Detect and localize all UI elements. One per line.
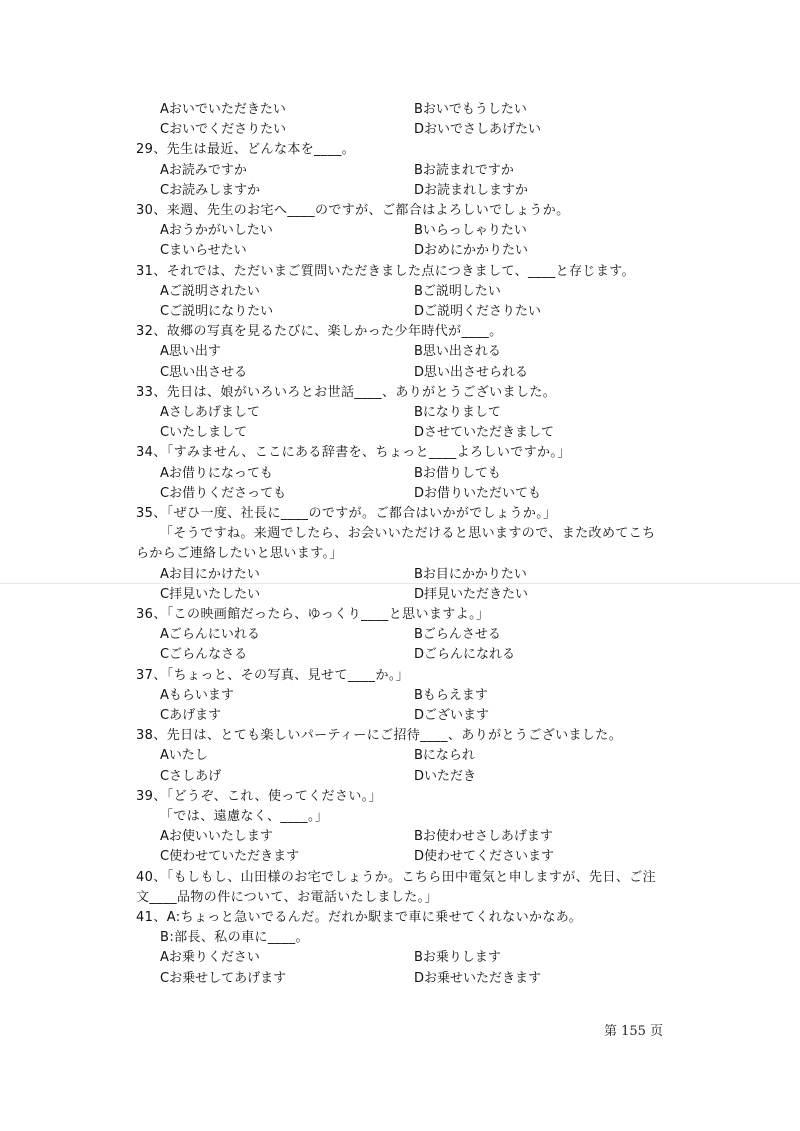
question-stem: 34、「すみません、ここにある辞書を、ちょっと____よろしいですか。」 xyxy=(136,445,571,460)
question-stem: 41、A:ちょっと急いでるんだ。だれか駅まで車に乗せてくれないかなあ。 xyxy=(136,910,583,925)
option-left: Aおいでいただきたい xyxy=(160,102,286,117)
question-continuation: 「そうですね。来週でしたら、お会いいただけると思いますので、また改めてこち xyxy=(160,526,656,541)
question-stem: 31、それでは、ただいまご質問いただきました点につきまして、____と存じます。 xyxy=(136,264,635,279)
option-right: Bもらえます xyxy=(414,688,488,703)
question-stem: 29、先生は最近、どんな本を____。 xyxy=(136,142,356,157)
question-stem: 37、「ちょっと、その写真、見せて____か。」 xyxy=(136,668,410,683)
question-stem: 38、先日は、とても楽しいパーティーにご招待____、ありがとうございました。 xyxy=(136,728,623,743)
option-left: Aもらいます xyxy=(160,688,234,703)
option-right: D使わせてくださいます xyxy=(414,849,555,864)
option-left: Aお乗りください xyxy=(160,950,260,965)
option-left: Aお使いいたします xyxy=(160,829,273,844)
option-right: Dおいでさしあげたい xyxy=(414,122,542,137)
question-stem: 39、「どうぞ、これ、使ってください。」 xyxy=(136,789,383,804)
option-right: D思い出させられる xyxy=(414,365,529,380)
question-stem: 36、「この映画館だったら、ゆっくり____と思いますよ。」 xyxy=(136,607,490,622)
option-right: Dおめにかかりたい xyxy=(414,243,529,258)
option-left: C拝見いたしたい xyxy=(160,587,261,602)
option-right: Dさせていただきまして xyxy=(414,425,555,440)
option-left: Cおいでくださりたい xyxy=(160,122,287,137)
option-right: Bご説明したい xyxy=(414,284,501,299)
option-right: Dございます xyxy=(414,708,490,723)
option-right: Dごらんになれる xyxy=(414,647,516,662)
option-right: Dお借りいただいても xyxy=(414,486,542,501)
option-right: Dお読まれしますか xyxy=(414,183,529,198)
option-left: Cさしあげ xyxy=(160,769,222,784)
option-right: Bになられ xyxy=(414,748,475,763)
question-continuation: B:部長、私の車に____。 xyxy=(160,930,309,945)
option-right: Bお借りしても xyxy=(414,466,501,481)
question-stem: 33、先日は、娘がいろいろとお世話____、ありがとうございました。 xyxy=(136,385,557,400)
question-continuation: 「では、遠慮なく、____。」 xyxy=(160,809,329,824)
option-right: Bおいでもうしたい xyxy=(414,102,527,117)
fold-line xyxy=(0,583,800,584)
option-left: C思い出させる xyxy=(160,365,248,380)
option-left: Cごらんなさる xyxy=(160,647,248,662)
option-left: Aさしあげまして xyxy=(160,405,260,420)
option-left: Aお借りになっても xyxy=(160,466,273,481)
option-left: Cいたしまして xyxy=(160,425,248,440)
question-stem: 32、故郷の写真を見るたびに、楽しかった少年時代が____。 xyxy=(136,324,503,339)
option-left: Cお読みしますか xyxy=(160,183,261,198)
option-right: Dご説明くださりたい xyxy=(414,304,542,319)
option-left: Cあげます xyxy=(160,708,222,723)
option-left: Aお読みですか xyxy=(160,163,247,178)
option-left: Cお借りくださっても xyxy=(160,486,287,501)
option-right: B思い出される xyxy=(414,344,501,359)
option-left: Cご説明になりたい xyxy=(160,304,274,319)
page-number: 第 155 页 xyxy=(604,1024,664,1039)
option-right: Bお読まれですか xyxy=(414,163,514,178)
option-left: A思い出す xyxy=(160,344,221,359)
question-stem: 30、来週、先生のお宅へ____のですが、ご都合はよろしいでしょうか。 xyxy=(136,203,570,218)
option-right: Dお乗せいただきます xyxy=(414,971,542,986)
option-right: Bお目にかかりたい xyxy=(414,567,527,582)
question-stem: 40、「もしもし、山田様のお宅でしょうか。こちら田中電気と申しますが、先日、ご注 xyxy=(136,870,657,885)
option-left: Aおうかがいしたい xyxy=(160,223,273,238)
option-right: Bいらっしゃりたい xyxy=(414,223,527,238)
option-right: Bお乗りします xyxy=(414,950,501,965)
option-left: Cまいらせたい xyxy=(160,243,247,258)
option-left: Aお目にかけたい xyxy=(160,567,260,582)
question-continuation: らからご連絡したいと思います。」 xyxy=(136,546,343,561)
option-left: Aご説明されたい xyxy=(160,284,260,299)
option-left: C使わせていただきます xyxy=(160,849,300,864)
question-continuation: 文____品物の件について、お電話いたしました。」 xyxy=(136,890,438,905)
option-right: Bになりまして xyxy=(414,405,501,420)
option-right: Bお使わせさしあげます xyxy=(414,829,553,844)
option-left: Cお乗せしてあげます xyxy=(160,971,287,986)
question-stem: 35、「ぜひ一度、社長に____のですが。ご都合はいかがでしょうか。」 xyxy=(136,506,557,521)
option-right: Dいただき xyxy=(414,769,477,784)
option-right: D拝見いただきたい xyxy=(414,587,529,602)
option-right: Bごらんさせる xyxy=(414,627,501,642)
option-left: Aごらんにいれる xyxy=(160,627,260,642)
option-left: Aいたし xyxy=(160,748,208,763)
